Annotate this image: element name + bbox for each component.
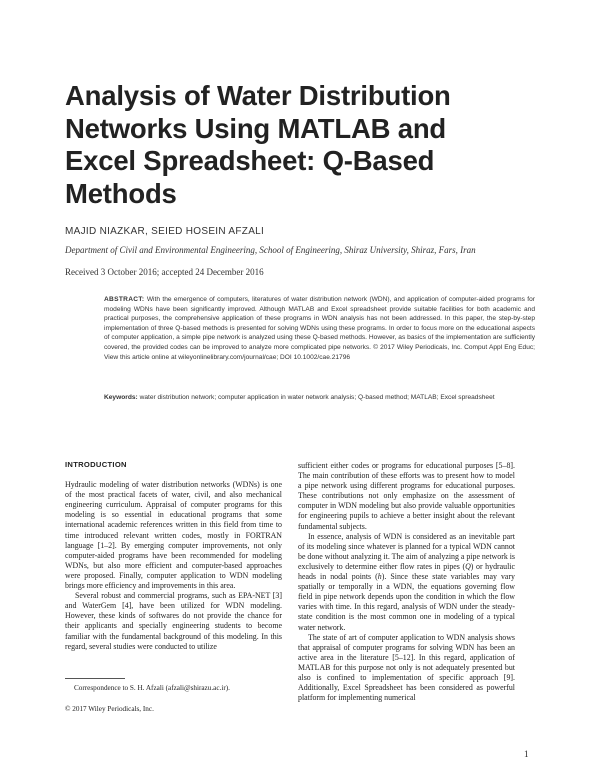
body-column-left xyxy=(65,460,282,652)
footnote-divider xyxy=(65,678,125,679)
author-list: MAJID NIAZKAR, SEIED HOSEIN AFZALI xyxy=(65,226,265,237)
body-column-right xyxy=(298,461,515,703)
keywords-label: Keywords: xyxy=(104,394,138,401)
paragraph: Hydraulic modeling of water distribution networks (WDNs) is one of the most practical facets of water, civil, and also mechanical engineering curriculum. Appraisal of computer programs for this modeling is so essential in educational programs that some international academic references written in this field from time to time introduced relevant written codes, mostly in FORTRAN language [1–2]. By emerging computer improvements, not only computer-aided programs have been recommended for modeling WDNs, but also more efficient and computer-based approaches were proposed. Finally, computer application to WDN modeling brings more efficiency and improvements in this area. xyxy=(65,480,282,591)
abstract-text: With the emergence of computers, literatures of water distribution network (WDN), and application of computer-aided programs for modeling WDNs have been significantly improved. Although MATLAB and Excel spreadsheet provide suitable facilities for both academic and practical purposes, the comprehensive application of these programs in WDN analysis has not been addressed. In this paper, the step-by-step implementation of three Q-based methods is presented for solving WDNs using these programs. In order to focus more on the educational aspects of computer application, a simple pipe network is analyzed using these Q-based methods. However, as basics of the implementation are sufficiently covered, the provided codes can be improved to analyze more complicated pipe networks. xyxy=(104,296,535,351)
paragraph-text: In essence, analysis of WDN is considered as an inevitable part of its modeling since whatever is planned for a typical WDN cannot be done without analyzing it. The aim of analyzing a pipe network is exclusively to determine either flow rates in pipes ( xyxy=(298,531,516,571)
paper-title: Analysis of Water Distribution Networks Using MATLAB and Excel Spreadsheet: Q-Based Methods xyxy=(65,80,451,209)
paragraph-text: ) or hydraulic heads in nodal points ( xyxy=(298,561,515,582)
keywords-block xyxy=(104,393,535,403)
author-affiliation: Department of Civil and Environmental Engineering, School of Engineering, Shiraz University, Shiraz, Fars, Iran xyxy=(65,245,476,255)
copyright-notice: © 2017 Wiley Periodicals, Inc. xyxy=(65,705,154,713)
paragraph xyxy=(298,532,515,633)
section-heading-introduction: INTRODUCTION xyxy=(65,460,127,469)
correspondence-footnote: Correspondence to S. H. Afzali (afzali@shirazu.ac.ir). xyxy=(74,684,230,692)
math-variable-h: h xyxy=(377,572,382,582)
keywords-text: water distribution network; computer application in water network analysis; Q-based method; MATLAB; Excel spreadsheet xyxy=(139,394,495,401)
page-number: 1 xyxy=(524,749,529,759)
abstract-label: ABSTRACT: xyxy=(104,296,145,303)
paragraph: Several robust and commercial programs, such as EPA-NET [3] and WaterGem [4], have been utilized for WDN modeling. However, these kinds of softwares do not provide the chance for their applicants and specially engineering students to become familiar with the fundamental background of this modeling. In this regard, several studies were conducted to utilize xyxy=(65,591,282,651)
abstract-citation: © 2017 Wiley Periodicals, Inc. Comput Appl Eng Educ; View this article online at wileyonlinelibrary.com/journal/cae; DOI 10.1002/cae.21796 xyxy=(104,343,535,361)
received-dates: Received 3 October 2016; accepted 24 December 2016 xyxy=(65,267,264,277)
paragraph: sufficient either codes or programs for educational purposes [5–8]. The main contribution of these efforts was to present how to model a pipe network using different programs for educational purposes. These contributions not only emphasize on the assessment of computer in WDN modeling but also provide valuable opportunities for engineering pupils to achieve a better insight about the relevant fundamental subjects. xyxy=(298,461,515,531)
paragraph: The state of art of computer application to WDN analysis shows that appraisal of computer programs for solving WDN has been an active area in the literature [5–12]. In this regard, application of MATLAB for this purpose not only is not adequately presented but also is confined to implementation of specific approach [9]. Additionally, Excel Spreadsheet has been considered as powerful platform for implementing numerical xyxy=(298,632,515,703)
math-variable-q: Q xyxy=(465,561,471,571)
paragraph-text: ). Since these state variables may vary spatially or temporally in a WDN, the equations governing flow field in pipe network depends upon the condition in which the flow varies with time. In this regard, analysis of WDN under the steady-state condition is the most common one in modeling of a typical water network. xyxy=(298,572,515,632)
abstract-block xyxy=(104,295,535,362)
